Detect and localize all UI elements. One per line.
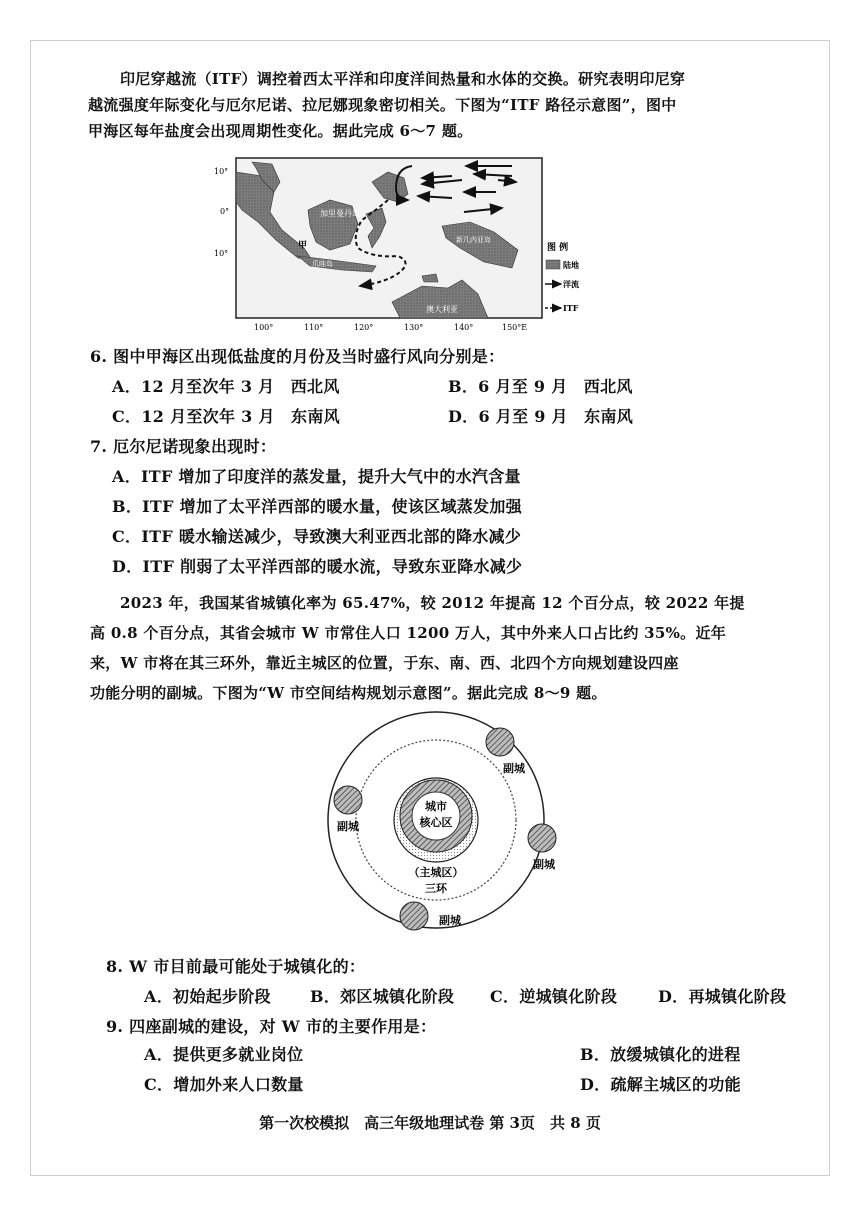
q7-option-a[interactable]: A．ITF 增加了印度洋的蒸发量，提升大气中的水汽含量 bbox=[112, 467, 521, 486]
sub-city-west-label: 副城 bbox=[337, 820, 359, 833]
core-label-2: 核心区 bbox=[419, 816, 453, 829]
legend-current-label: 洋流 bbox=[563, 279, 579, 289]
lat-label-0: 0° bbox=[220, 207, 230, 216]
intro2-line1: 2023 年，我国某省城镇化率为 65.47%，较 2012 年提高 12 个百分点，较 2022 年提 bbox=[120, 594, 745, 612]
itf-route-map bbox=[212, 152, 579, 342]
q7-option-d[interactable]: D．ITF 削弱了太平洋西部的暖水流，导致东亚降水减少 bbox=[112, 557, 523, 576]
q7-option-b[interactable]: B．ITF 增加了太平洋西部的暖水量，使该区域蒸发加强 bbox=[112, 497, 522, 516]
sub-city-west bbox=[334, 786, 362, 814]
label-kalimantan: 加里曼丹岛 bbox=[320, 209, 360, 218]
q6-option-a[interactable]: A．12 月至次年 3 月 西北风 bbox=[112, 377, 340, 396]
lon-label-100: 100° bbox=[254, 323, 274, 332]
intro1-line2: 越流强度年际变化与厄尔尼诺、拉尼娜现象密切相关。下图为“ITF 路径示意图”，图中 bbox=[88, 96, 677, 114]
q6-option-b[interactable]: B．6 月至 9 月 西北风 bbox=[448, 377, 633, 396]
q8-option-d[interactable]: D．再城镇化阶段 bbox=[658, 987, 787, 1006]
city-structure-diagram bbox=[324, 704, 555, 934]
main-area-label: （主城区） bbox=[408, 866, 464, 879]
lon-label-120: 120° bbox=[354, 323, 374, 332]
q9-stem: 9. 四座副城的建设，对 W 市的主要作用是： bbox=[106, 1017, 437, 1036]
q6-stem: 6. 图中甲海区出现低盐度的月份及当时盛行风向分别是： bbox=[90, 347, 505, 366]
lon-label-130: 130° bbox=[404, 323, 424, 332]
sub-city-south bbox=[400, 902, 428, 930]
ring3-label: 三环 bbox=[425, 882, 447, 895]
legend-title: 图 例 bbox=[547, 243, 569, 253]
label-jia: 甲 bbox=[298, 241, 308, 251]
page-footer: 第一次校模拟 高三年级地理试卷 第 3页 共 8 页 bbox=[259, 1114, 601, 1132]
sub-city-north-label: 副城 bbox=[503, 762, 525, 775]
legend-land-label: 陆地 bbox=[563, 260, 579, 270]
label-australia: 澳大利亚 bbox=[426, 305, 458, 314]
lon-label-150e: 150°E bbox=[502, 323, 528, 332]
q8-option-b[interactable]: B．郊区城镇化阶段 bbox=[310, 987, 455, 1006]
q9-option-b[interactable]: B．放缓城镇化的进程 bbox=[580, 1045, 741, 1064]
lat-label-10n: 10° bbox=[214, 167, 229, 176]
q9-option-a[interactable]: A．提供更多就业岗位 bbox=[144, 1045, 304, 1064]
label-new-guinea: 新几内亚岛 bbox=[456, 236, 491, 244]
q7-stem: 7. 厄尔尼诺现象出现时： bbox=[90, 437, 277, 456]
sub-city-south-label: 副城 bbox=[439, 914, 461, 927]
label-java: 爪哇岛 bbox=[312, 260, 333, 268]
intro1-line1: 印尼穿越流（ITF）调控着西太平洋和印度洋间热量和水体的交换。研究表明印尼穿 bbox=[120, 70, 686, 88]
intro2-line3: 来，W 市将在其三环外，靠近主城区的位置，于东、南、西、北四个方向规划建设四座 bbox=[90, 654, 679, 672]
q9-option-c[interactable]: C．增加外来人口数量 bbox=[144, 1075, 304, 1094]
q8-stem: 8. W 市目前最可能处于城镇化的： bbox=[106, 957, 366, 976]
q8-option-a[interactable]: A．初始起步阶段 bbox=[144, 987, 271, 1006]
intro2-line4: 功能分明的副城。下图为“W 市空间结构规划示意图”。据此完成 8～9 题。 bbox=[90, 684, 607, 702]
intro2-line2: 高 0.8 个百分点，其省会城市 W 市常住人口 1200 万人，其中外来人口占比约 35%。近年 bbox=[90, 624, 727, 642]
legend-itf-label: ITF bbox=[563, 303, 579, 313]
q6-option-c[interactable]: C．12 月至次年 3 月 东南风 bbox=[112, 407, 340, 426]
legend-land-swatch bbox=[546, 260, 560, 269]
q7-option-c[interactable]: C．ITF 暖水输送减少，导致澳大利亚西北部的降水减少 bbox=[112, 527, 522, 546]
sub-city-east-label: 副城 bbox=[533, 858, 555, 871]
sub-city-north bbox=[486, 728, 514, 756]
q8-option-c[interactable]: C．逆城镇化阶段 bbox=[490, 987, 618, 1006]
lat-label-10s: 10° bbox=[214, 249, 229, 258]
lon-label-140: 140° bbox=[454, 323, 474, 332]
sub-city-east bbox=[528, 824, 556, 852]
core-label-1: 城市 bbox=[425, 800, 447, 813]
intro1-line3: 甲海区每年盐度会出现周期性变化。据此完成 6～7 题。 bbox=[88, 122, 473, 140]
q6-option-d[interactable]: D．6 月至 9 月 东南风 bbox=[448, 407, 634, 426]
q9-option-d[interactable]: D．疏解主城区的功能 bbox=[580, 1075, 741, 1094]
lon-label-110: 110° bbox=[304, 323, 324, 332]
